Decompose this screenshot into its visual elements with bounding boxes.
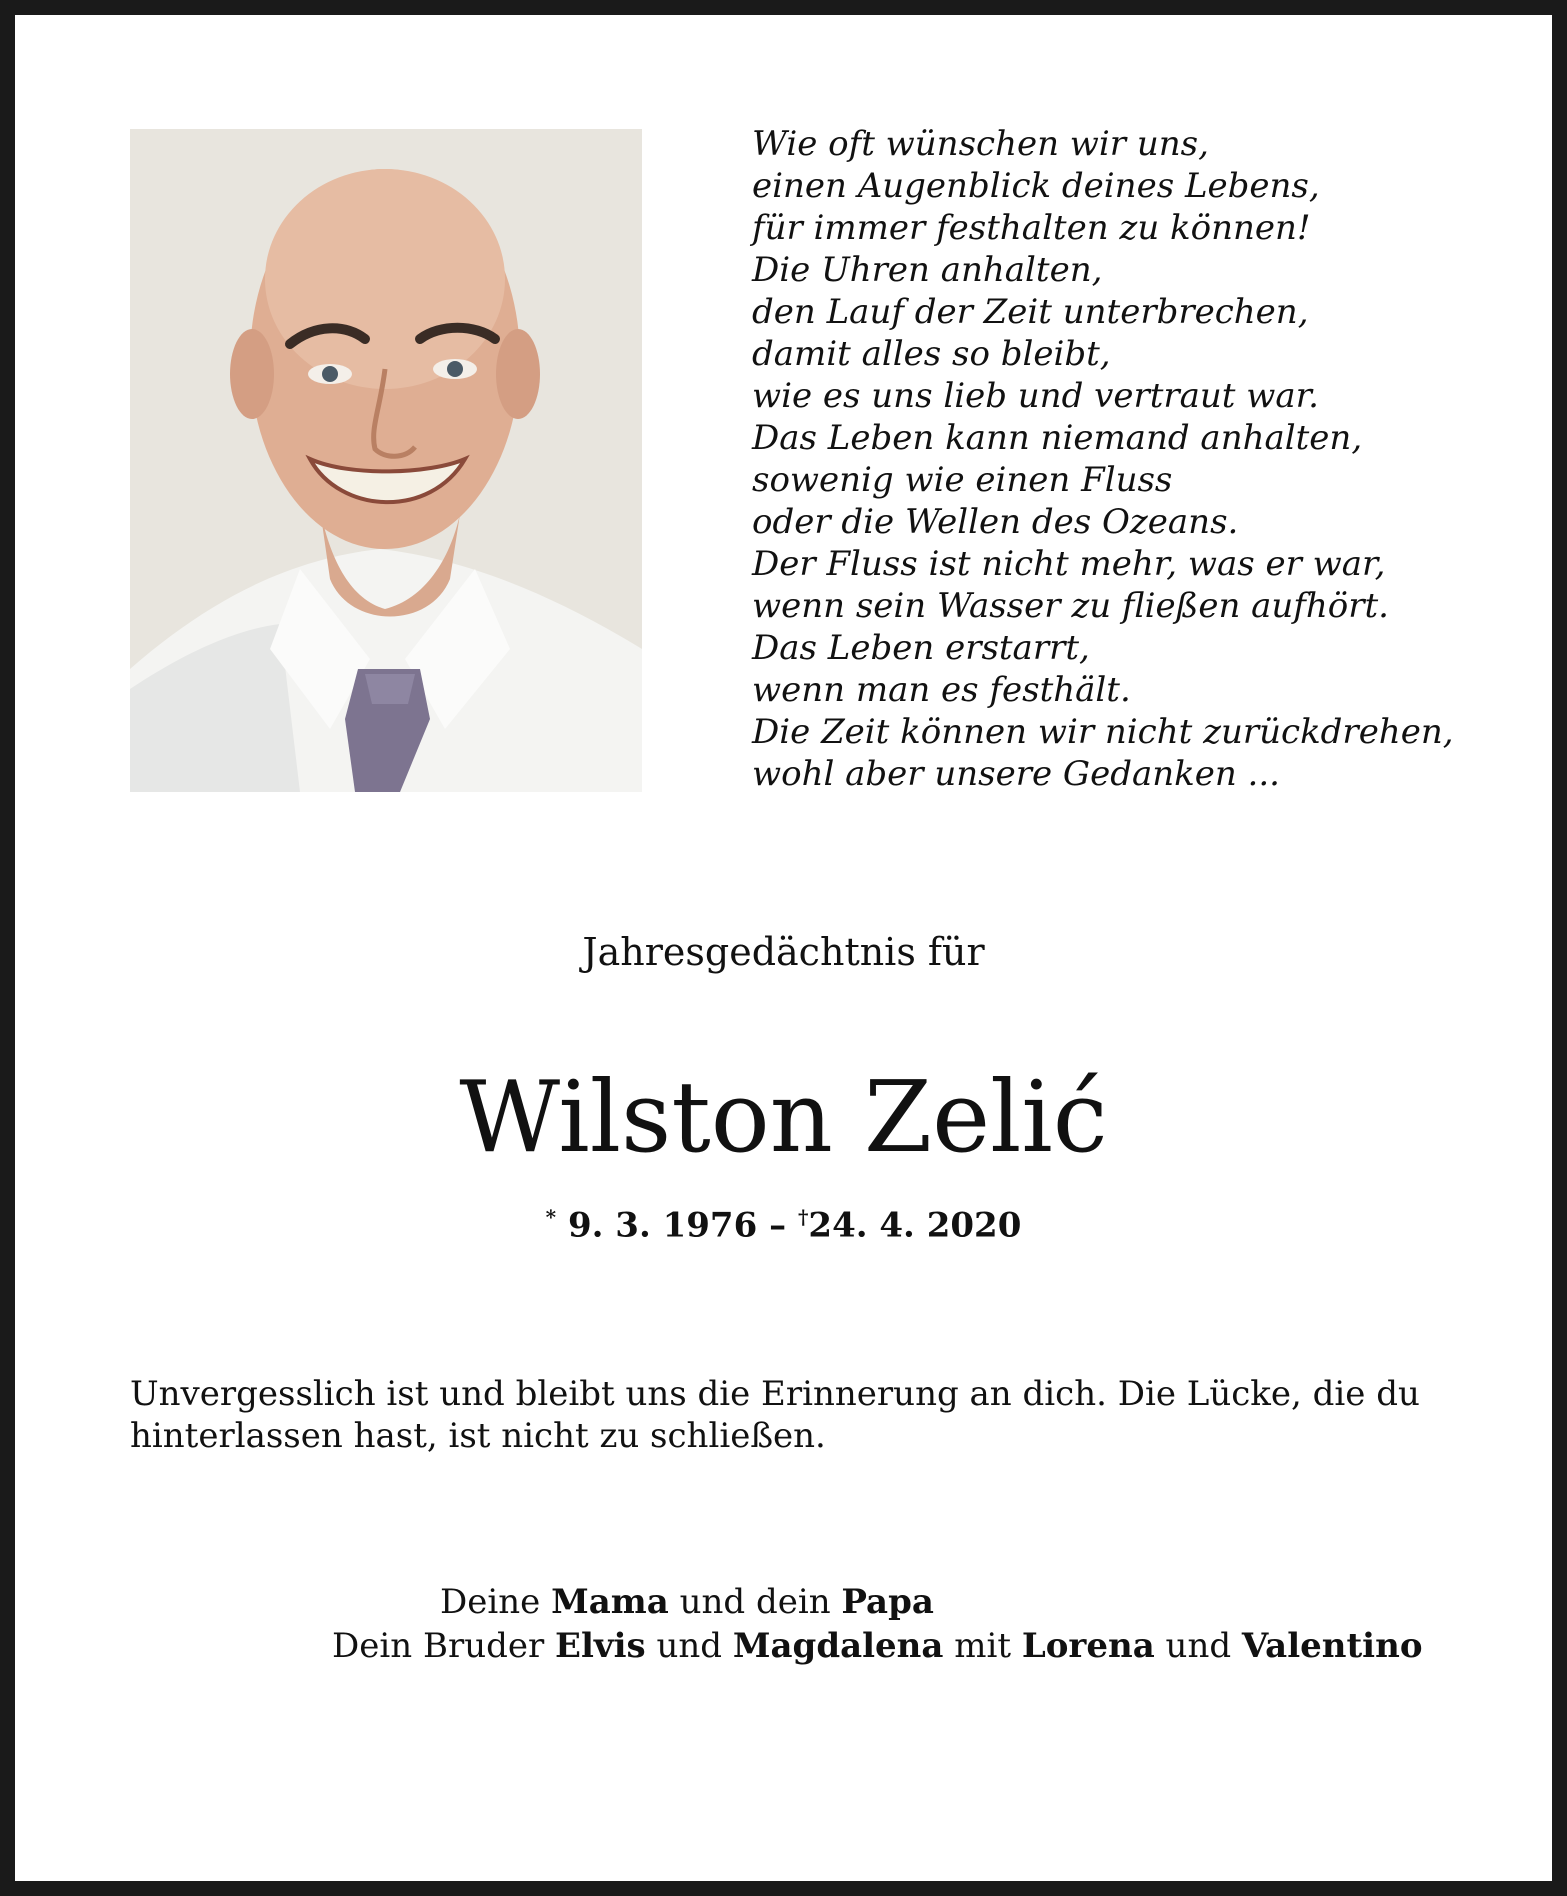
signoff-text: und (645, 1626, 733, 1666)
poem-line: für immer festhalten zu können! (752, 208, 1311, 248)
remembrance-message: Unvergesslich ist und bleibt uns die Erinnerung an dich. Die Lücke, die du hinterlassen hast, ist nicht zu schließen. (130, 1374, 1420, 1456)
signoff-text: und dein (668, 1582, 842, 1622)
obituary-page (15, 15, 1552, 1881)
poem-line: wohl aber unsere Gedanken ... (752, 754, 1280, 794)
portrait-illustration (130, 129, 642, 792)
signoff-name: Lorena (1021, 1626, 1155, 1666)
signoff-text: mit (943, 1626, 1022, 1666)
signoff-name: Papa (841, 1582, 934, 1622)
death-symbol: † (797, 1205, 809, 1229)
signoff-name: Valentino (1241, 1626, 1423, 1666)
signoff-name: Magdalena (732, 1626, 944, 1666)
signoff-name: Mama (551, 1582, 669, 1622)
poem-line: Wie oft wünschen wir uns, (752, 124, 1209, 164)
poem-line: wie es uns lieb und vertraut war. (752, 376, 1319, 416)
poem-line: sowenig wie einen Fluss (752, 460, 1173, 500)
life-dates (15, 1205, 1552, 1245)
signoff-text: Deine (440, 1582, 552, 1622)
poem-line: Das Leben kann niemand anhalten, (752, 418, 1363, 458)
poem-line: oder die Wellen des Ozeans. (752, 502, 1239, 542)
signoff-parents (440, 1580, 934, 1624)
portrait-photo (130, 129, 642, 792)
poem-line: wenn sein Wasser zu fließen aufhört. (752, 586, 1389, 626)
poem-line: wenn man es festhält. (752, 670, 1131, 710)
poem (752, 123, 1512, 795)
signoff-name: Elvis (555, 1626, 646, 1666)
poem-line: damit alles so bleibt, (752, 334, 1111, 374)
poem-line: einen Augenblick deines Lebens, (752, 166, 1320, 206)
signoff-siblings (332, 1624, 1423, 1668)
signoff-text: und (1154, 1626, 1242, 1666)
death-date: 24. 4. 2020 (808, 1205, 1022, 1246)
date-separator: – (769, 1205, 787, 1246)
poem-line: Das Leben erstarrt, (752, 628, 1090, 668)
deceased-name: Wilston Zelić (459, 1061, 1108, 1175)
poem-line: Der Fluss ist nicht mehr, was er war, (752, 544, 1386, 584)
birth-date: 9. 3. 1976 (567, 1205, 758, 1246)
poem-line: Die Zeit können wir nicht zurückdrehen, (752, 712, 1454, 752)
birth-symbol: * (545, 1205, 557, 1229)
poem-line: Die Uhren anhalten, (752, 250, 1103, 290)
signoff-text: Dein Bruder (332, 1626, 556, 1666)
poem-line: den Lauf der Zeit unterbrechen, (752, 292, 1309, 332)
memorial-intro: Jahresgedächtnis für (582, 930, 985, 974)
